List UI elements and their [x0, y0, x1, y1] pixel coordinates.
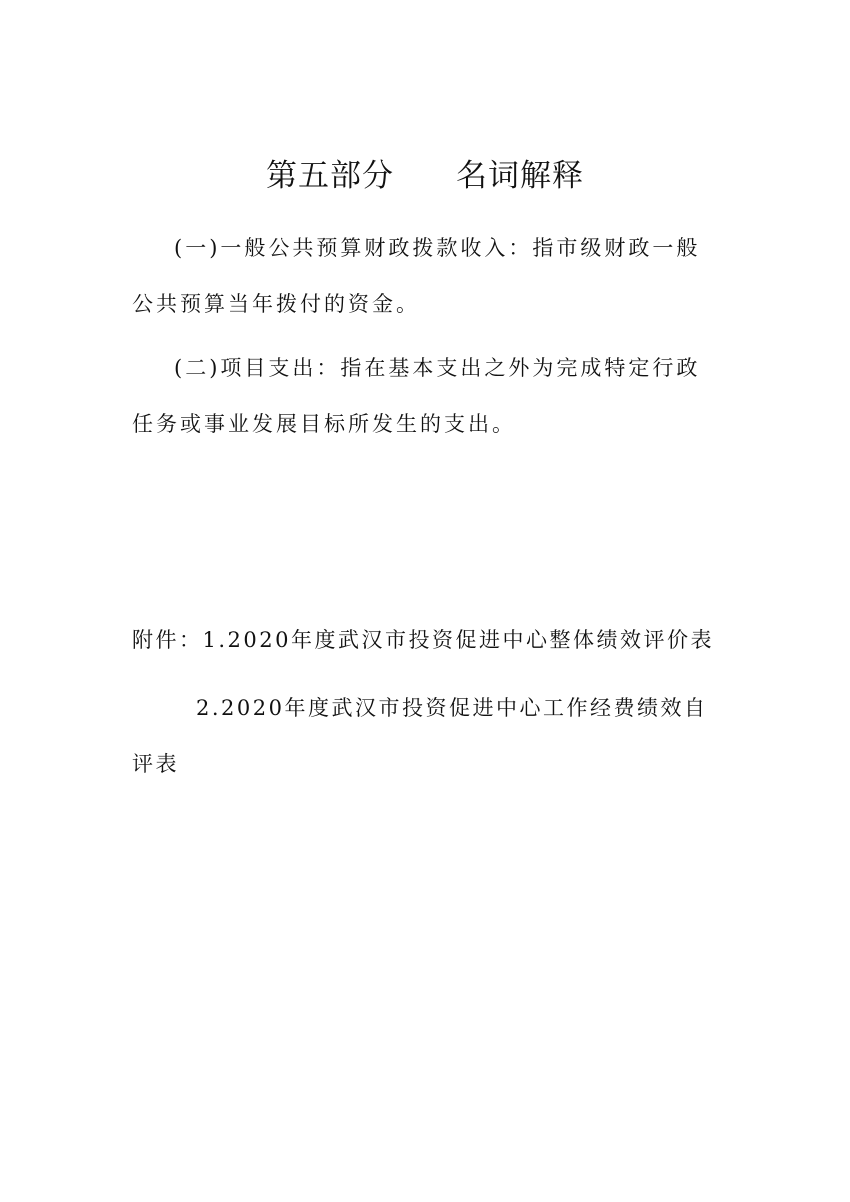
attachment-item-2: 2.2020年度武汉市投资促进中心工作经费绩效自评表 [132, 696, 708, 776]
title-heading: 名词解释 [456, 158, 584, 194]
page-title [0, 150, 850, 195]
attachment-item-1: 附件：1.2020年度武汉市投资促进中心整体绩效评价表 [132, 628, 714, 652]
definition-paragraph-1: (一)一般公共预算财政拨款收入：指市级财政一般公共预算当年拨付的资金。 [132, 236, 701, 316]
title-part: 第五部分 [266, 158, 394, 194]
definition-paragraph-2: (二)项目支出：指在基本支出之外为完成特定行政任务或事业发展目标所发生的支出。 [132, 356, 701, 436]
